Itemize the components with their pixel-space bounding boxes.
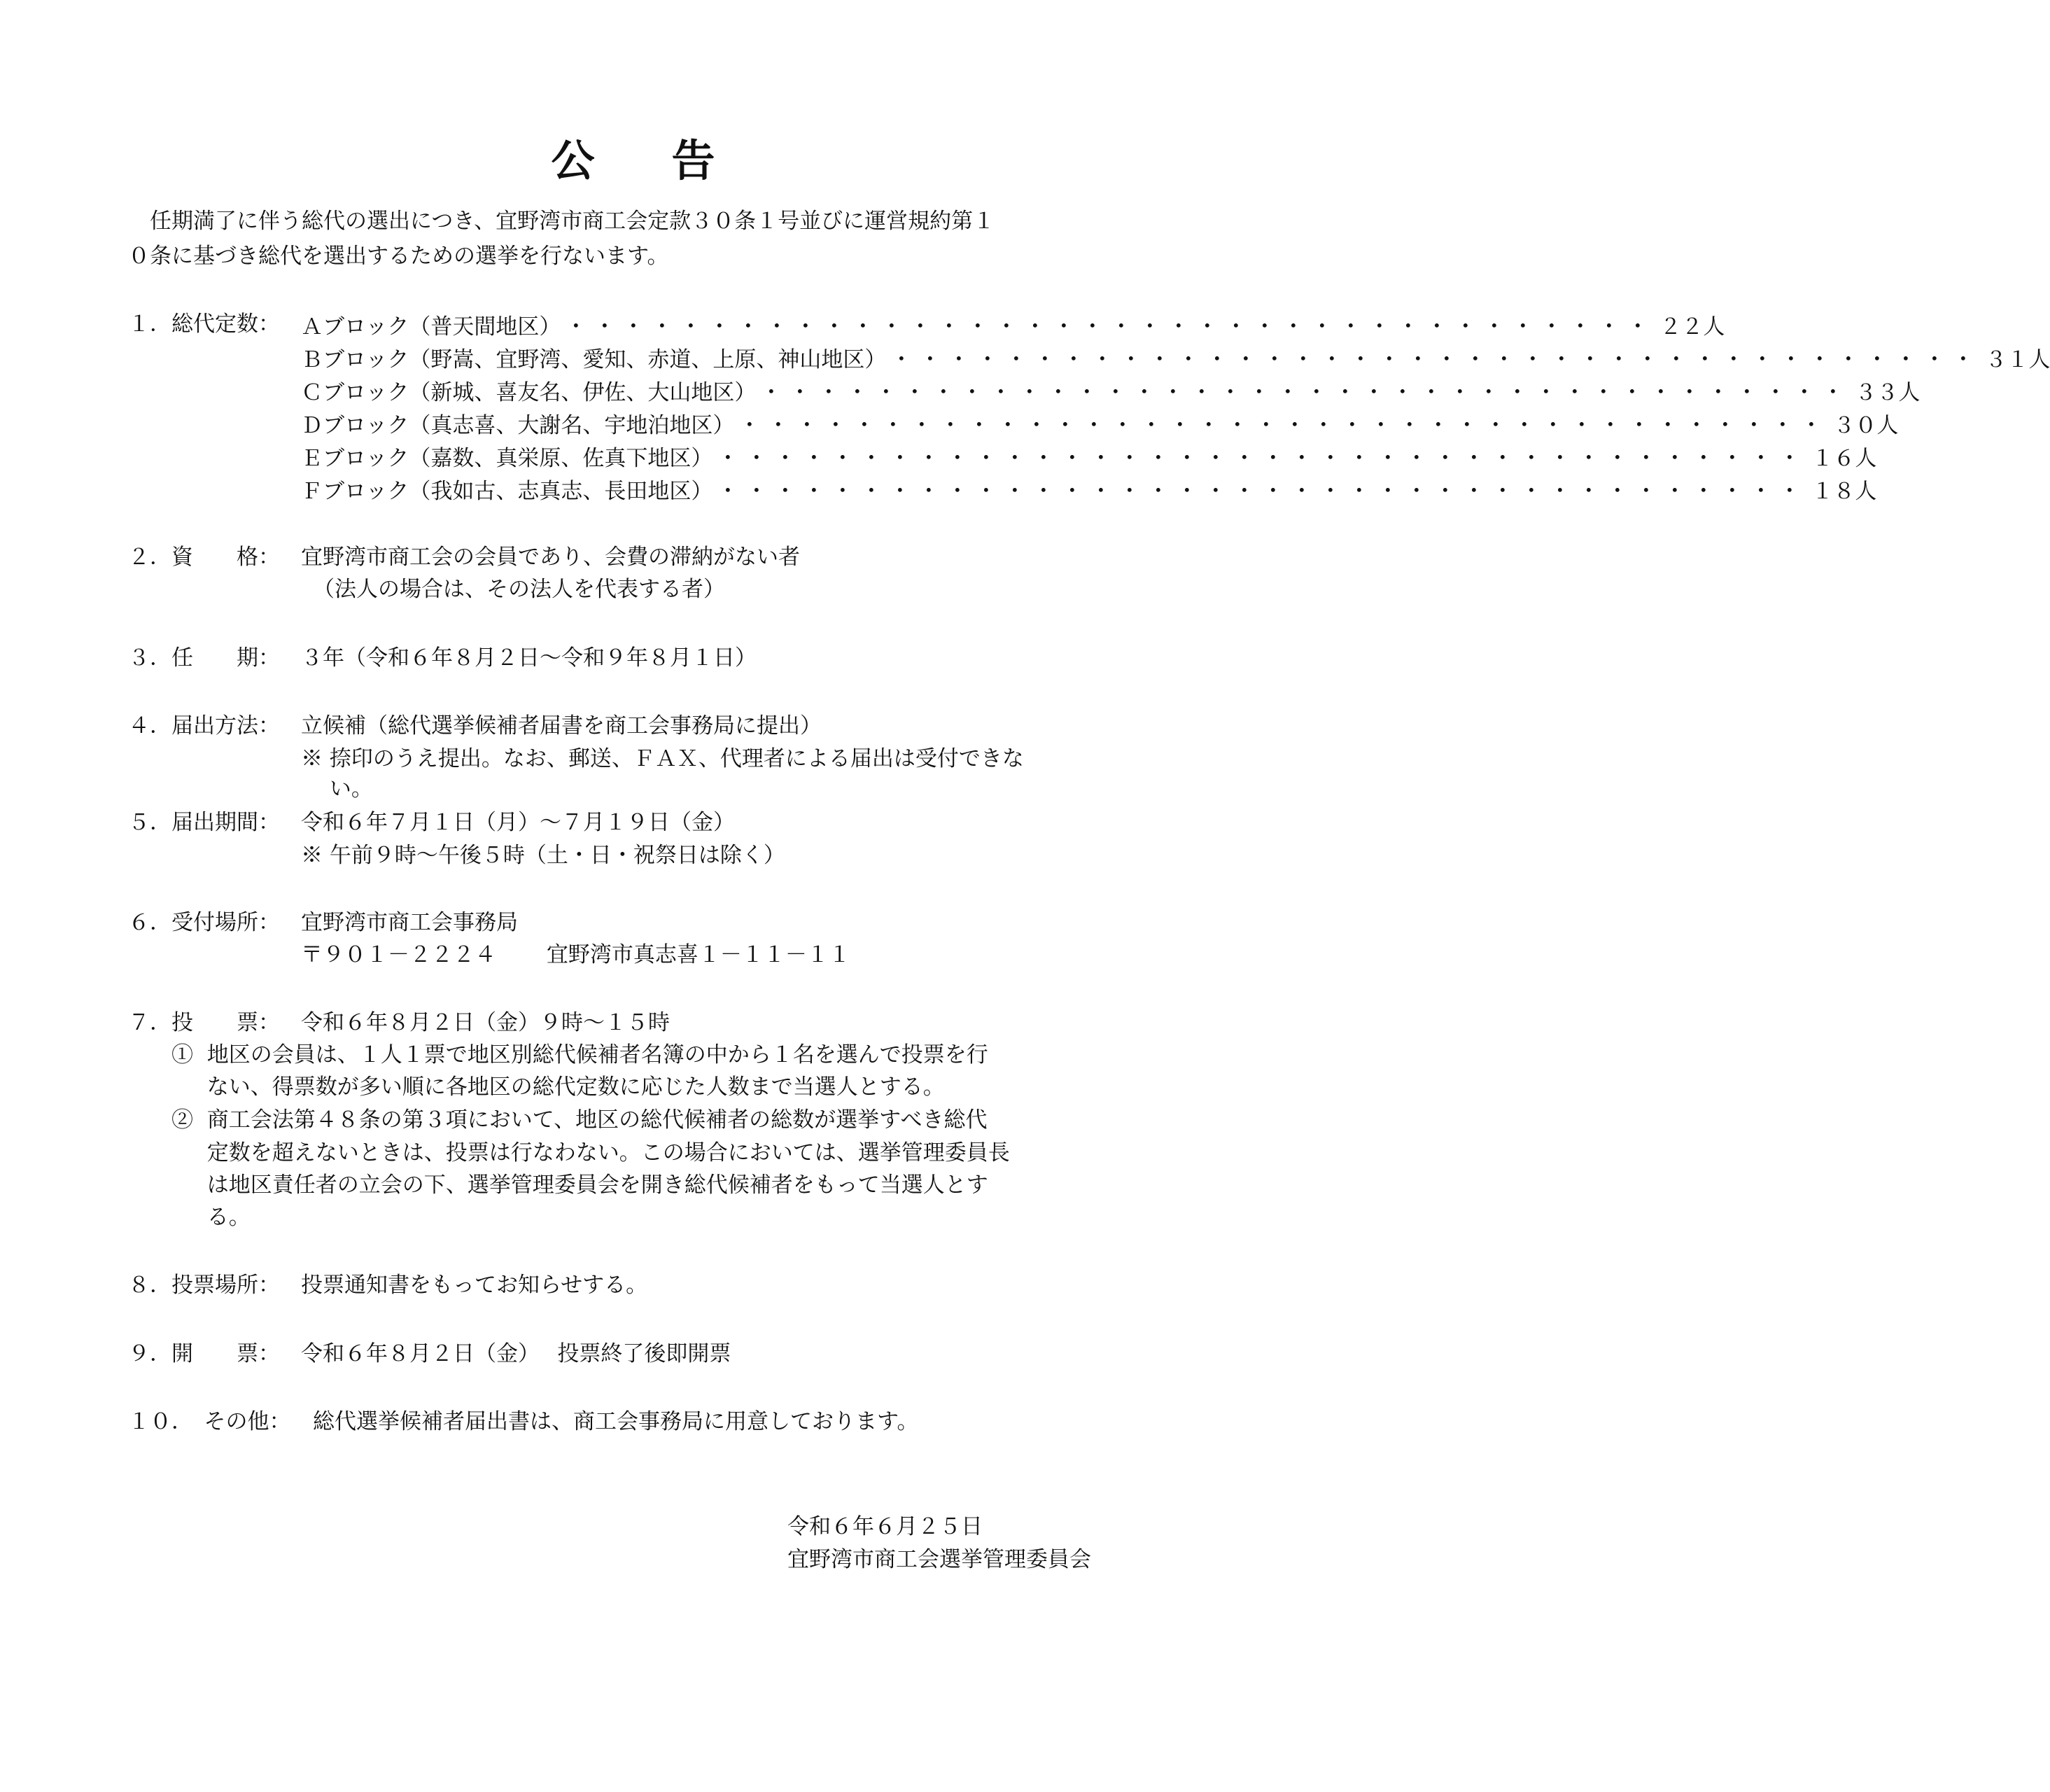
- item6-row: [0, 941, 1266, 969]
- block-count: ２２人: [1659, 314, 1725, 340]
- leader-dots: ・・・・・・・・・・・・・・・・・・・・・・・・・・・・・・・・・・・・・・: [738, 412, 1830, 438]
- block-count: ３１人: [1985, 346, 2050, 372]
- item8-label: ８．投票場所：: [128, 1273, 280, 1298]
- item5-row: [0, 808, 1266, 836]
- leader-dots: ・・・・・・・・・・・・・・・・・・・・・・・・・・・・・・・・・・・・・・: [890, 346, 1981, 372]
- item5-row: [0, 841, 1266, 869]
- item6-text: 宜野湾市商工会事務局: [301, 910, 518, 935]
- block-count: １６人: [1811, 445, 1877, 471]
- leader-dots: ・・・・・・・・・・・・・・・・・・・・・・・・・・・・・・・・・・・・・・: [717, 445, 1808, 471]
- item8-row: [0, 1271, 1266, 1299]
- item2-label: ２．資 格：: [128, 545, 280, 570]
- item4-text: 立候補（総代選挙候補者届書を商工会事務局に提出）: [301, 713, 822, 738]
- footer-date: 令和６年６月２５日: [787, 1514, 983, 1539]
- item2-text: 宜野湾市商工会の会員であり、会費の滞納がない者: [301, 545, 800, 570]
- item1-label: １．総代定数：: [128, 312, 280, 337]
- leader-dots: ・・・・・・・・・・・・・・・・・・・・・・・・・・・・・・・・・・・・・・: [717, 478, 1808, 504]
- block-row: [0, 310, 1725, 340]
- block-name: Ｆブロック（我如古、志真志、長田地区）: [301, 478, 713, 504]
- item2-text: （法人の場合は、その法人を代表する者）: [313, 577, 725, 602]
- page-title: [0, 126, 1266, 188]
- item7-label: ７．投 票：: [128, 1010, 280, 1035]
- block-row: [0, 343, 2050, 372]
- block-row: [0, 409, 1899, 438]
- item2-row: [0, 575, 1266, 603]
- block-name: Ｄブロック（真志喜、大謝名、宇地泊地区）: [301, 412, 735, 438]
- leader-dots: ・・・・・・・・・・・・・・・・・・・・・・・・・・・・・・・・・・・・・・: [565, 314, 1656, 340]
- item3-label: ３．任 期：: [128, 645, 280, 671]
- item4-row: [0, 745, 1266, 773]
- item2-row: [0, 543, 1266, 571]
- block-row: [0, 442, 1877, 471]
- footer-org: 宜野湾市商工会選挙管理委員会: [787, 1547, 1091, 1572]
- item9-label: ９．開 票：: [128, 1341, 280, 1366]
- item5-text: 令和６年７月１日（月）～７月１９日（金）: [301, 810, 735, 835]
- item10-text: 総代選挙候補者届出書は、商工会事務局に用意しております。: [313, 1409, 919, 1434]
- item6-label: ６．受付場所：: [128, 910, 280, 935]
- item7-note-line: 定数を超えないときは、投票は行なわない。この場合においては、選挙管理委員長: [171, 1140, 1010, 1166]
- item4-row: [0, 712, 1266, 740]
- item4-text: ※ 捺印のうえ提出。なお、郵送、ＦＡＸ、代理者による届出は受付できな: [301, 746, 1024, 771]
- item7-note-line: ない、得票数が多い順に各地区の総代定数に応じた人数まで当選人とする。: [171, 1074, 945, 1100]
- block-count: ３０人: [1833, 412, 1899, 438]
- block-name: Ｃブロック（新城、喜友名、伊佐、大山地区）: [301, 379, 757, 405]
- item6-text: 〒９０１－２２２４ 宜野湾市真志喜１－１１－１１: [301, 942, 850, 967]
- item9-row: [0, 1340, 1266, 1368]
- item5-label: ５．届出期間：: [128, 810, 280, 835]
- item10-label: １０． その他：: [128, 1409, 291, 1434]
- block-row: [0, 376, 1921, 405]
- item8-text: 投票通知書をもってお知らせする。: [301, 1273, 648, 1298]
- intro-line-2: ０条に基づき総代を選出するための選挙を行ないます。: [128, 244, 669, 269]
- item4-label: ４．届出方法：: [128, 713, 280, 738]
- item9-text: 令和６年８月２日（金） 投票終了後即開票: [301, 1341, 731, 1366]
- title-char-1: 公: [551, 135, 595, 186]
- item7-note-line: は地区責任者の立会の下、選挙管理委員会を開き総代候補者をもって当選人とす: [171, 1172, 988, 1198]
- block-row: [0, 475, 1877, 504]
- item4-text: い。: [301, 776, 373, 802]
- item7-note-line: ① 地区の会員は、１人１票で地区別総代候補者名簿の中から１名を選んで投票を行: [171, 1042, 988, 1068]
- block-name: Ａブロック（普天間地区）: [301, 314, 561, 340]
- block-name: Ｂブロック（野嵩、宜野湾、愛知、赤道、上原、神山地区）: [301, 346, 887, 372]
- item7-text: 令和６年８月２日（金）９時～１５時: [301, 1010, 670, 1035]
- block-count: ３３人: [1855, 379, 1921, 405]
- item5-text: ※ 午前９時～午後５時（土・日・祝祭日は除く）: [301, 843, 785, 868]
- block-count: １８人: [1811, 478, 1877, 504]
- item3-text: ３年（令和６年８月２日～令和９年８月１日）: [301, 645, 757, 671]
- block-name: Ｅブロック（嘉数、真栄原、佐真下地区）: [301, 445, 713, 471]
- item7-note-line: る。: [171, 1205, 251, 1230]
- item3-row: [0, 644, 1266, 672]
- item10-row: [0, 1408, 1266, 1436]
- item6-row: [0, 909, 1266, 937]
- item4-row: [0, 775, 1266, 803]
- item7-note-line: ② 商工会法第４８条の第３項において、地区の総代候補者の総数が選挙すべき総代: [171, 1107, 988, 1133]
- intro-line-1: 任期満了に伴う総代の選出につき、宜野湾市商工会定款３０条１号並びに運営規約第１: [150, 209, 995, 234]
- item7-row: [0, 1009, 1266, 1037]
- leader-dots: ・・・・・・・・・・・・・・・・・・・・・・・・・・・・・・・・・・・・・・: [760, 379, 1851, 405]
- title-char-2: 告: [671, 135, 715, 186]
